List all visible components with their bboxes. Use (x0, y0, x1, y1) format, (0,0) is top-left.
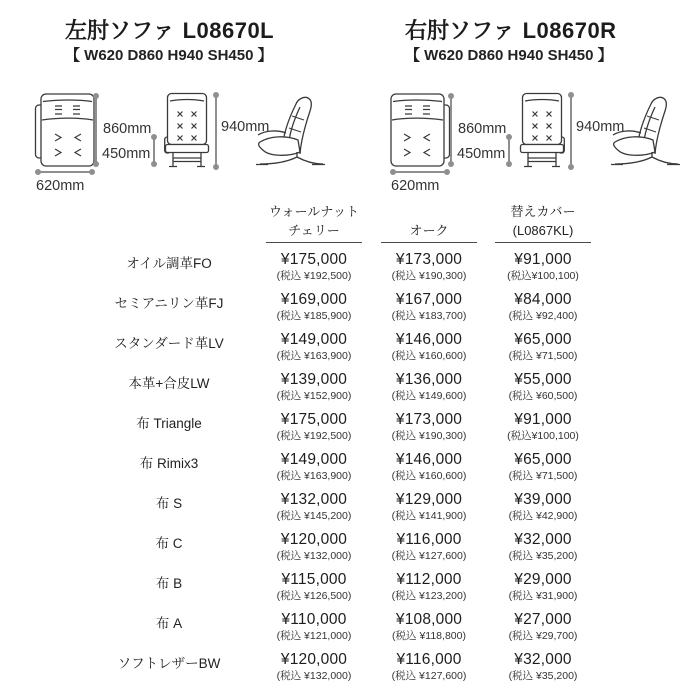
price-cell (369, 251, 489, 283)
price-value: ¥175,000 (280, 251, 348, 268)
sofa-topview-diagram-right (389, 92, 451, 170)
tax-price: (税込 ¥35,200) (508, 550, 578, 562)
price-value: ¥136,000 (395, 371, 463, 388)
sofa-sideview-diagram-left (252, 94, 326, 168)
row-label: 布 B (155, 576, 183, 591)
tax-price: (税込 ¥190,300) (391, 430, 467, 442)
tax-price: (税込 ¥183,700) (391, 310, 467, 322)
price-value: ¥29,000 (514, 571, 572, 588)
sofa-topview-diagram-left (34, 92, 96, 170)
price-value: ¥120,000 (280, 531, 348, 548)
tax-price: (税込 ¥92,400) (508, 310, 578, 322)
column-header-line2: (L0867KL) (512, 223, 574, 238)
tax-price: (税込 ¥141,900) (391, 510, 467, 522)
price-cell (254, 611, 374, 643)
seat-height-label: 450mm (457, 146, 506, 162)
price-cell (483, 251, 603, 283)
price-value: ¥173,000 (395, 411, 463, 428)
tax-price: (税込¥100,100) (507, 430, 579, 442)
price-value: ¥91,000 (514, 411, 572, 428)
price-value: ¥146,000 (395, 331, 463, 348)
price-value: ¥169,000 (280, 291, 348, 308)
price-value: ¥167,000 (395, 291, 463, 308)
table-row (0, 568, 700, 608)
price-cell (483, 611, 603, 643)
price-value: ¥139,000 (280, 371, 348, 388)
table-row (0, 608, 700, 648)
price-cell (483, 651, 603, 683)
row-label: 布 C (155, 536, 183, 551)
width-dimension-line (38, 171, 92, 173)
price-cell (369, 611, 489, 643)
price-cell (369, 451, 489, 483)
tax-price: (税込¥100,100) (507, 270, 579, 282)
depth-dimension-line (450, 96, 452, 164)
tax-price: (税込 ¥121,000) (276, 630, 352, 642)
price-cell (483, 331, 603, 363)
tax-price: (税込 ¥123,200) (391, 590, 467, 602)
width-label: 620mm (391, 178, 440, 194)
product-specs-left: 【 W620 D860 H940 SH450 】 (65, 47, 273, 64)
price-cell (369, 331, 489, 363)
tax-price: (税込 ¥42,900) (508, 510, 578, 522)
depth-dimension-line (95, 96, 97, 164)
price-value: ¥65,000 (514, 331, 572, 348)
price-value: ¥129,000 (395, 491, 463, 508)
price-value: ¥55,000 (514, 371, 572, 388)
depth-label: 860mm (458, 121, 507, 137)
sofa-sideview-diagram-right (607, 94, 681, 168)
price-cell (369, 651, 489, 683)
price-value: ¥115,000 (281, 571, 347, 588)
product-title-left (65, 14, 274, 45)
price-cell (254, 331, 374, 363)
price-cell (254, 251, 374, 283)
tax-price: (税込 ¥118,800) (392, 630, 466, 642)
column-header-walnut-cherry (266, 196, 362, 243)
price-value: ¥39,000 (514, 491, 572, 508)
product-specs-right: 【 W620 D860 H940 SH450 】 (405, 47, 613, 64)
price-value: ¥32,000 (514, 651, 572, 668)
price-cell (254, 371, 374, 403)
table-row (0, 408, 700, 448)
table-row (0, 448, 700, 488)
price-cell (369, 571, 489, 603)
tax-price: (税込 ¥185,900) (276, 310, 352, 322)
price-value: ¥27,000 (514, 611, 572, 628)
price-cell (254, 411, 374, 443)
tax-price: (税込 ¥127,600) (391, 550, 467, 562)
price-value: ¥116,000 (396, 531, 462, 548)
price-cell (483, 491, 603, 523)
column-header-oak (381, 196, 477, 243)
product-code: L08670L (182, 18, 275, 43)
depth-label: 860mm (103, 121, 152, 137)
tax-price: (税込 ¥192,500) (276, 270, 352, 282)
price-cell (254, 651, 374, 683)
price-value: ¥149,000 (280, 451, 348, 468)
height-label: 940mm (576, 119, 625, 135)
row-label: 本革+合皮LW (128, 376, 210, 391)
width-dimension-line (393, 171, 447, 173)
tax-price: (税込 ¥163,900) (276, 350, 352, 362)
tax-price: (税込 ¥126,500) (276, 590, 352, 602)
row-label: セミアニリン革FJ (114, 296, 224, 311)
seat-height-label: 450mm (102, 146, 151, 162)
price-value: ¥132,000 (280, 491, 348, 508)
tax-price: (税込 ¥71,500) (508, 350, 578, 362)
seat-height-dimension-line (508, 137, 510, 164)
price-cell (254, 571, 374, 603)
row-label: スタンダード革LV (114, 336, 224, 351)
price-value: ¥149,000 (280, 331, 348, 348)
tax-price: (税込 ¥160,600) (391, 470, 467, 482)
sofa-frontview-diagram-right (519, 92, 565, 170)
price-value: ¥112,000 (396, 571, 462, 588)
price-value: ¥120,000 (280, 651, 348, 668)
tax-price: (税込 ¥71,500) (508, 470, 578, 482)
price-cell (254, 491, 374, 523)
table-row (0, 368, 700, 408)
tax-price: (税込 ¥152,900) (276, 390, 352, 402)
price-cell (483, 411, 603, 443)
product-title-right (405, 14, 617, 45)
column-header-line1: 替えカバー (510, 204, 576, 219)
tax-price: (税込 ¥192,500) (276, 430, 352, 442)
row-label: 布 Triangle (136, 416, 202, 431)
row-label: 布 Rimix3 (139, 456, 199, 471)
price-value: ¥65,000 (514, 451, 572, 468)
tax-price: (税込 ¥127,600) (391, 670, 467, 682)
price-cell (483, 291, 603, 323)
price-value: ¥116,000 (396, 651, 462, 668)
price-value: ¥91,000 (514, 251, 572, 268)
product-code: L08670R (522, 18, 617, 43)
price-value: ¥173,000 (395, 251, 463, 268)
price-cell (369, 291, 489, 323)
table-row (0, 648, 700, 688)
price-cell (369, 371, 489, 403)
tax-price: (税込 ¥160,600) (391, 350, 467, 362)
height-label: 940mm (221, 119, 270, 135)
table-row (0, 488, 700, 528)
price-cell (369, 411, 489, 443)
tax-price: (税込 ¥132,000) (276, 670, 352, 682)
price-value: ¥146,000 (395, 451, 463, 468)
column-header-line2: オーク (409, 223, 449, 238)
seat-height-dimension-line (153, 137, 155, 164)
tax-price: (税込 ¥149,600) (391, 390, 467, 402)
height-dimension-line (570, 95, 572, 167)
price-cell (483, 571, 603, 603)
sofa-frontview-diagram-left (164, 92, 210, 170)
price-cell (483, 371, 603, 403)
tax-price: (税込 ¥132,000) (276, 550, 352, 562)
tax-price: (税込 ¥163,900) (276, 470, 352, 482)
tax-price: (税込 ¥31,900) (508, 590, 578, 602)
product-name: 右肘ソファ (405, 18, 515, 43)
tax-price: (税込 ¥145,200) (276, 510, 352, 522)
height-dimension-line (215, 95, 217, 167)
table-row (0, 248, 700, 288)
tax-price: (税込 ¥35,200) (508, 670, 578, 682)
row-label: 布 A (155, 616, 183, 631)
row-label: 布 S (155, 496, 183, 511)
tax-price: (税込 ¥190,300) (391, 270, 467, 282)
column-header-replacement-cover (495, 196, 591, 243)
column-header-line2: チェリー (288, 223, 340, 238)
table-row (0, 528, 700, 568)
price-value: ¥84,000 (514, 291, 572, 308)
price-cell (254, 291, 374, 323)
tax-price: (税込 ¥29,700) (508, 630, 578, 642)
price-cell (254, 451, 374, 483)
price-value: ¥110,000 (281, 611, 347, 628)
row-label: ソフトレザーBW (117, 656, 221, 671)
price-value: ¥32,000 (514, 531, 572, 548)
table-row (0, 288, 700, 328)
width-label: 620mm (36, 178, 85, 194)
tax-price: (税込 ¥60,500) (508, 390, 578, 402)
product-name: 左肘ソファ (65, 18, 175, 43)
price-value: ¥108,000 (395, 611, 463, 628)
price-cell (483, 531, 603, 563)
price-value: ¥175,000 (280, 411, 348, 428)
price-cell (369, 531, 489, 563)
price-cell (483, 451, 603, 483)
price-cell (254, 531, 374, 563)
price-cell (369, 491, 489, 523)
row-label: オイル調革FO (126, 256, 212, 271)
column-header-line1: ウォールナット (269, 204, 359, 219)
table-row (0, 328, 700, 368)
